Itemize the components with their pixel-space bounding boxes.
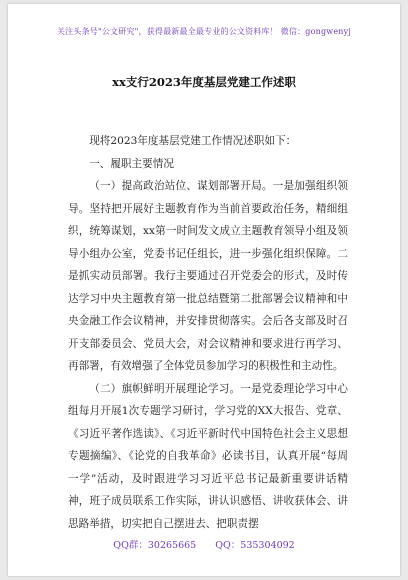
document-page (8, 4, 400, 576)
body-paragraph: （二）旗帜鲜明开展理论学习。一是党委理论学习中心组每月开展1次专题学习研讨，学习党的XX大报告、党章、《习近平著作选读》、《习近平新时代中国特色社会主义思想专题摘编》、《论党的自我革命》必读书目，认真开展“每周一学”活动，及时跟进学习习近平总书记最新重要讲话精神，班子成员联系工作实际，讲认识感悟、讲收获体会、讲思路举措，切实把自己摆进去、把职责摆 (68, 382, 348, 530)
document-title: xx支行2023年度基层党建工作述职 (112, 75, 296, 89)
document-body (68, 130, 348, 535)
intro-paragraph: 现将2023年度基层党建工作情况述职如下： (89, 135, 297, 147)
section-heading: 一、履职主要情况 (89, 157, 174, 170)
header-promo-banner: 关注头条号"公文研究"，获得最新最全最专业的公文资料库！ 微信：gongwenyj (56, 27, 352, 36)
body-paragraph: （一）提高政治站位、谋划部署开局。一是加强组织领导。坚持把开展好主题教育作为当前首要政治任务，精细组织，统筹谋划，xx第一时间发文成立主题教育领导小组及领导小组办公室，党委书记任组长，进一步强化组织保障。二是抓实动员部署。我行主要通过召开党委会的形式，及时传达学习中央主题教育第一批总结暨第二批部署会议精神和中央金融工作会议精神，并安排贯彻落实。会后各支部及时召开支部委员会、党员大会，对会议精神和要求进行再学习、再部署，有效增强了全体党员参加学习的积极性和主动性。 (68, 180, 348, 372)
footer-qq-contact: QQ群：30265665 QQ：535304092 (113, 540, 295, 551)
